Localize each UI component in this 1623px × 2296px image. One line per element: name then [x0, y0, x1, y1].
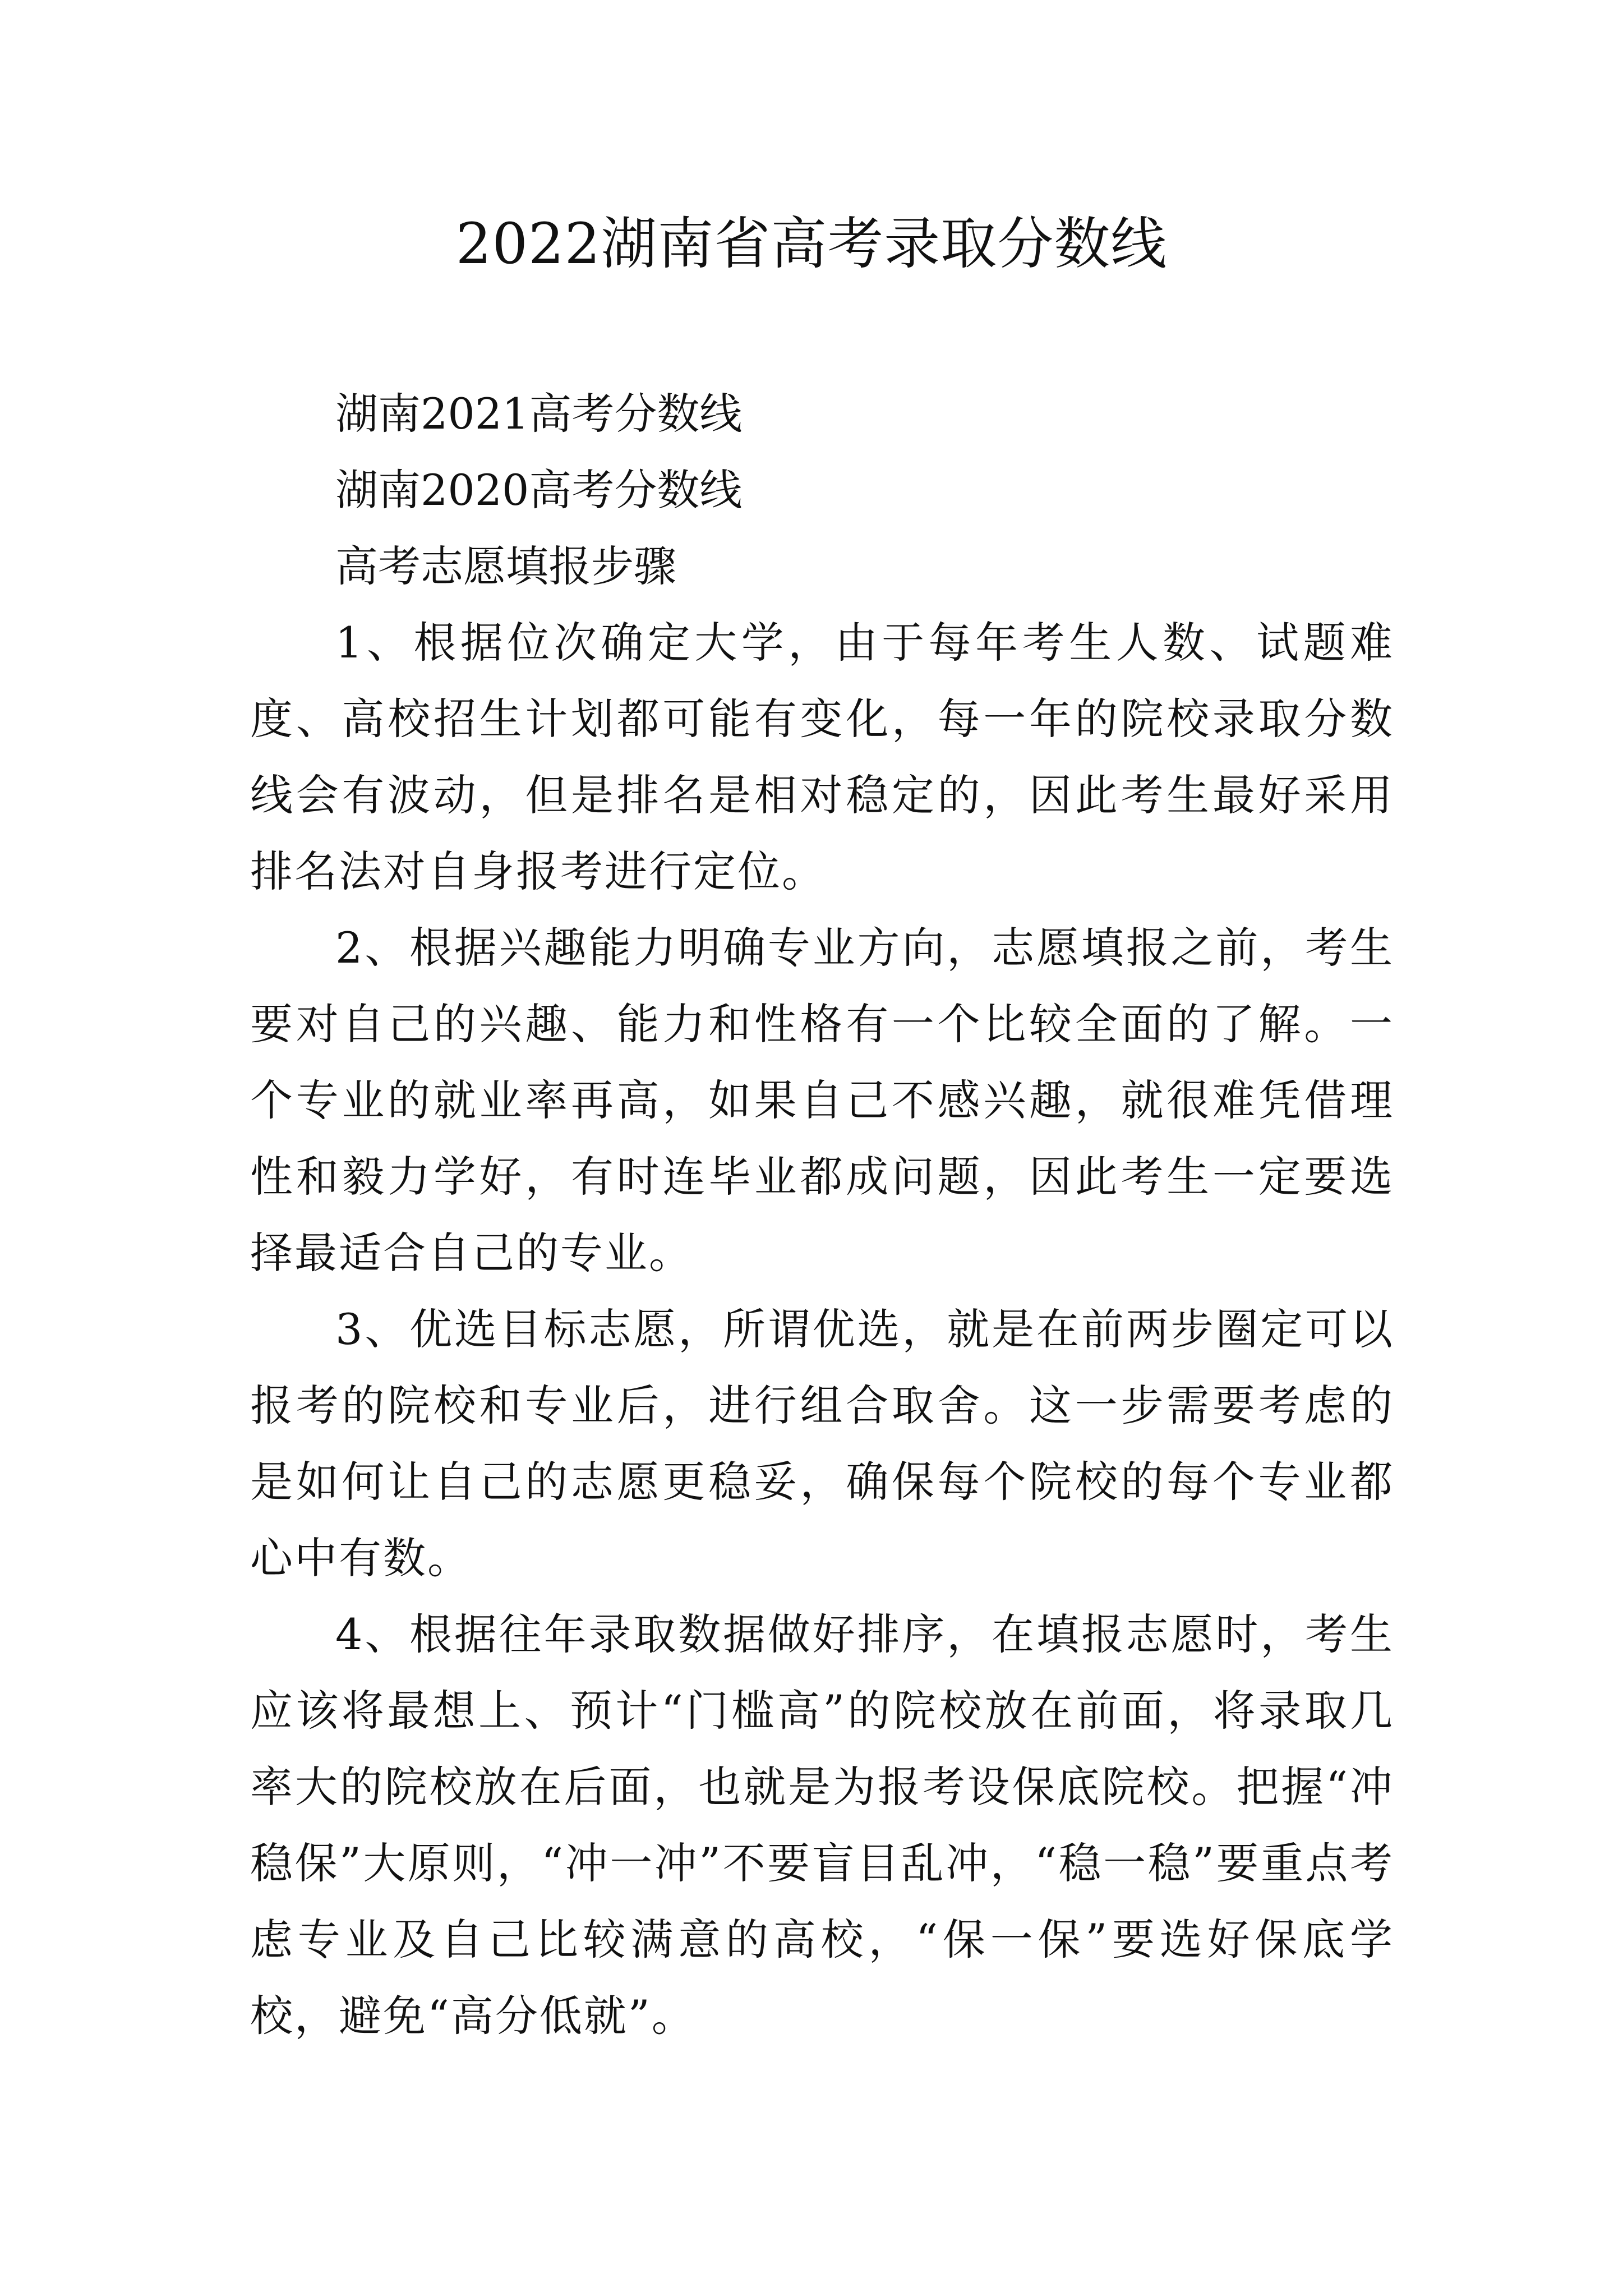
paragraph-2: 2、根据兴趣能力明确专业方向，志愿填报之前，考生要对自己的兴趣、能力和性格有一个比较全面的了解。一个专业的就业率再高，如果自己不感兴趣，就很难凭借理性和毅力学好，有时连毕业都成问题，因此考生一定要选择最适合自己的专业。 [250, 923, 1394, 1278]
paragraph-3: 3、优选目标志愿，所谓优选，就是在前两步圈定可以报考的院校和专业后，进行组合取舍。这一步需要考虑的是如何让自己的志愿更稳妥，确保每个院校的每个专业都心中有数。 [250, 1304, 1394, 1583]
intro-line-2: 湖南2020高考分数线 [335, 465, 743, 515]
page-title: 2022湖南省高考录取分数线 [455, 211, 1168, 277]
paragraph-1: 1、根据位次确定大学，由于每年考生人数、试题难度、高校招生计划都可能有变化，每一年的院校录取分数线会有波动，但是排名是相对稳定的，因此考生最好采用排名法对自身报考进行定位。 [250, 618, 1394, 896]
paragraph-4: 4、根据往年录取数据做好排序，在填报志愿时，考生应该将最想上、预计“门槛高”的院校放在前面，将录取几率大的院校放在后面，也就是为报考设保底院校。把握“冲稳保”大原则，“冲一冲”不要盲目乱冲，“稳一稳”要重点考虑专业及自己比较满意的高校，“保一保”要选好保底学校，避免“高分低就”。 [250, 1609, 1394, 2041]
intro-line-3: 高考志愿填报步骤 [335, 541, 676, 591]
document-body [250, 376, 1394, 2054]
intro-line-1: 湖南2021高考分数线 [335, 389, 743, 439]
